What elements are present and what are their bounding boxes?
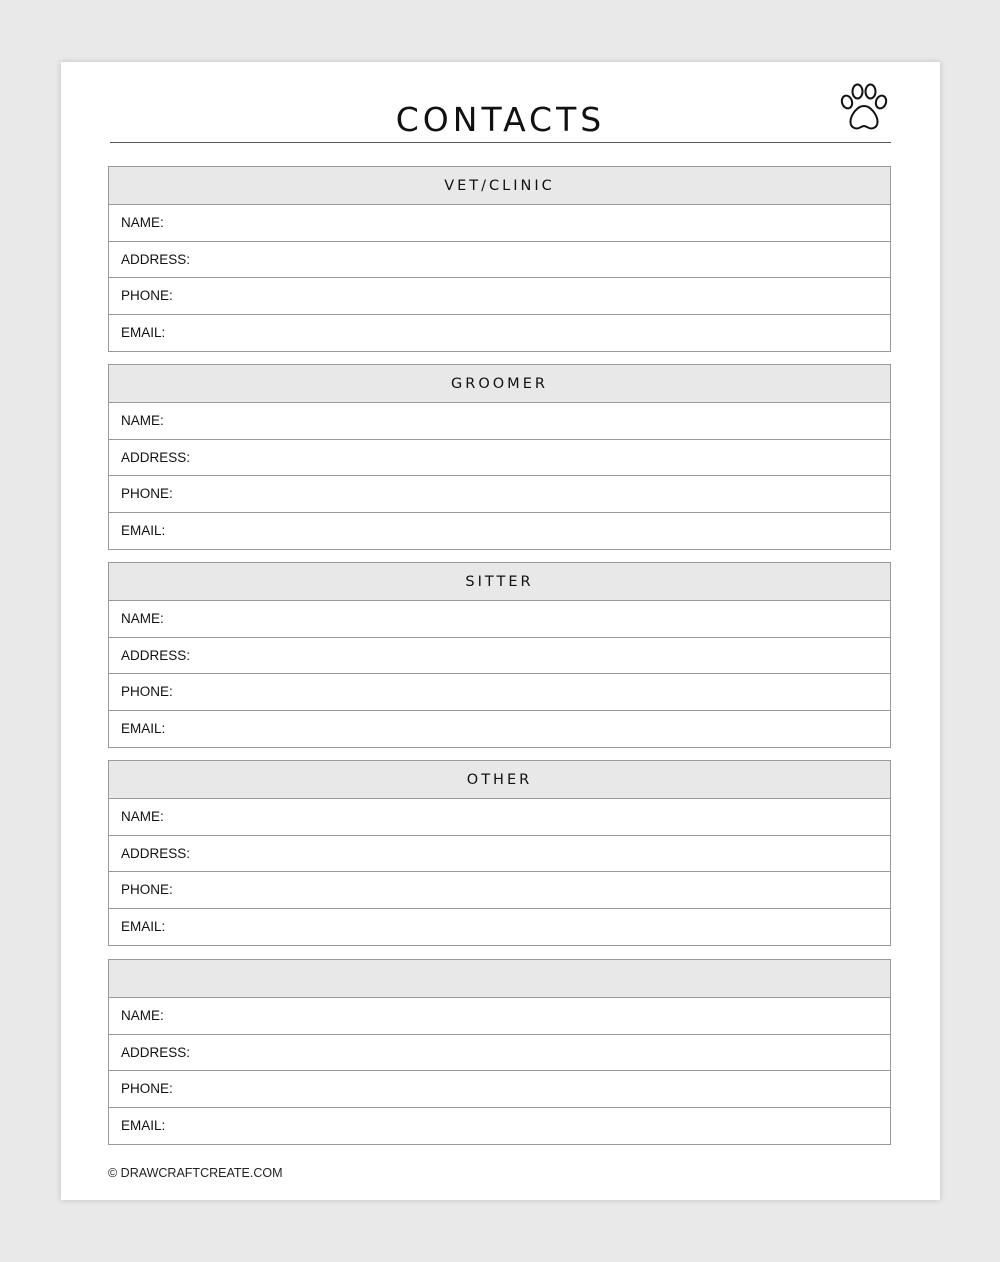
section-vet-clinic: [108, 166, 891, 352]
section-header[interactable]: VET/CLINIC: [109, 167, 890, 205]
copyright-footer: © DRAWCRAFTCREATE.COM: [108, 1166, 283, 1180]
page-title: CONTACTS: [395, 100, 606, 139]
name-field[interactable]: NAME:: [109, 601, 890, 638]
email-field[interactable]: EMAIL:: [121, 720, 166, 736]
phone-field[interactable]: PHONE:: [109, 674, 890, 711]
phone-field[interactable]: PHONE:: [109, 872, 890, 909]
email-field[interactable]: EMAIL:: [121, 1117, 166, 1133]
address-field[interactable]: ADDRESS:: [109, 242, 890, 279]
name-field[interactable]: NAME:: [109, 998, 890, 1035]
section-header[interactable]: OTHER: [109, 761, 890, 799]
address-field[interactable]: ADDRESS:: [109, 1035, 890, 1072]
section-header[interactable]: GROOMER: [109, 365, 890, 403]
address-field[interactable]: ADDRESS:: [109, 836, 890, 873]
email-field[interactable]: EMAIL:: [121, 918, 166, 934]
email-field[interactable]: EMAIL:: [121, 324, 166, 340]
name-field[interactable]: NAME:: [109, 403, 890, 440]
section-blank: [108, 959, 891, 1145]
printable-page: [61, 62, 940, 1200]
phone-field[interactable]: PHONE:: [109, 476, 890, 513]
section-groomer: [108, 364, 891, 550]
phone-field[interactable]: PHONE:: [109, 278, 890, 315]
section-sitter: [108, 562, 891, 748]
section-header-blank[interactable]: [109, 960, 890, 998]
title-divider: [110, 142, 891, 143]
name-field[interactable]: NAME:: [109, 205, 890, 242]
name-field[interactable]: NAME:: [109, 799, 890, 836]
address-field[interactable]: ADDRESS:: [109, 638, 890, 675]
email-field[interactable]: EMAIL:: [121, 522, 166, 538]
section-header[interactable]: SITTER: [109, 563, 890, 601]
address-field[interactable]: ADDRESS:: [109, 440, 890, 477]
phone-field[interactable]: PHONE:: [109, 1071, 890, 1108]
section-other: [108, 760, 891, 946]
paw-print-icon: [838, 83, 890, 133]
